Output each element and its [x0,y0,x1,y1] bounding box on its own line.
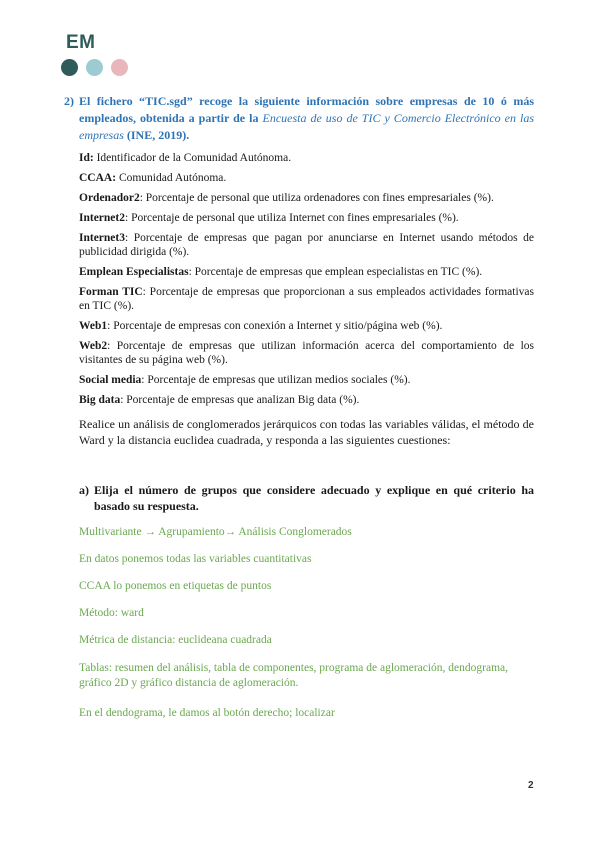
instructions-paragraph: Realice un análisis de conglomerados jerárquicos con todas las variables válidas, el método de Ward y la distancia euclidea cuadrada, y responda a las siguientes cuestiones: [79,417,534,447]
variable-list [79,151,534,413]
question-source: (INE, 2019). [123,128,190,142]
page-number: 2 [528,780,534,791]
logo-dot-dark [61,59,78,76]
question-text: El fichero “TIC.sgd” recoge la siguiente información sobre empresas de 10 ó más empleados, obtenida a partir de la [79,94,534,125]
answer-line: Multivariante → Agrupamiento→ Análisis Conglomerados [79,526,352,538]
variable-item: Internet2: Porcentaje de personal que utiliza Internet con fines empresariales (%). [79,212,459,224]
variable-item: Emplean Especialistas: Porcentaje de empresas que emplean especialistas en TIC (%). [79,266,483,278]
logo-text: EM [66,32,96,53]
logo-dot-pink [111,59,128,76]
variable-item: Internet3: Porcentaje de empresas que pagan por anunciarse en Internet usando métodos de publicidad dirigida (%). [79,232,534,258]
subquestion-number: a) [79,483,89,497]
variable-item: Id: Identificador de la Comunidad Autónoma. [79,152,292,164]
answer-line: Tablas: resumen del análisis, tabla de componentes, programa de aglomeración, dendograma, gráfico 2D y gráfico distancia de aglomeración. [79,662,509,689]
variable-item: Ordenador2: Porcentaje de personal que utiliza ordenadores con fines empresariales (%). [79,192,494,204]
answer-line: Método: ward [79,607,144,619]
question-2 [64,93,534,144]
variable-item: CCAA: Comunidad Autónoma. [79,172,227,184]
variable-item: Social media: Porcentaje de empresas que utilizan medios sociales (%). [79,374,411,386]
question-number: 2) [64,94,74,108]
answer-line: CCAA lo ponemos en etiquetas de puntos [79,580,272,592]
logo-dot-light-blue [86,59,103,76]
answer-line: En datos ponemos todas las variables cuantitativas [79,553,312,565]
answer-line: Métrica de distancia: euclideana cuadrada [79,634,272,646]
variable-item: Forman TIC: Porcentaje de empresas que proporcionan a sus empleados actividades formativas en TIC (%). [79,286,534,312]
subquestion-text: Elija el número de grupos que considere adecuado y explique en qué criterio ha basado su respuesta. [94,483,534,513]
variable-item: Big data: Porcentaje de empresas que analizan Big data (%). [79,394,360,406]
survey-title: Encuesta de uso de TIC y Comercio Electrónico en las empresas [79,111,535,142]
answer-line: En el dendograma, le damos al botón derecho; localizar [79,707,335,719]
variable-item: Web1: Porcentaje de empresas con conexión a Internet y sitio/página web (%). [79,320,443,332]
variable-item: Web2: Porcentaje de empresas que utilizan información acerca del comportamiento de los visitantes de su página web (%). [79,340,534,366]
subquestion-a [79,482,534,514]
